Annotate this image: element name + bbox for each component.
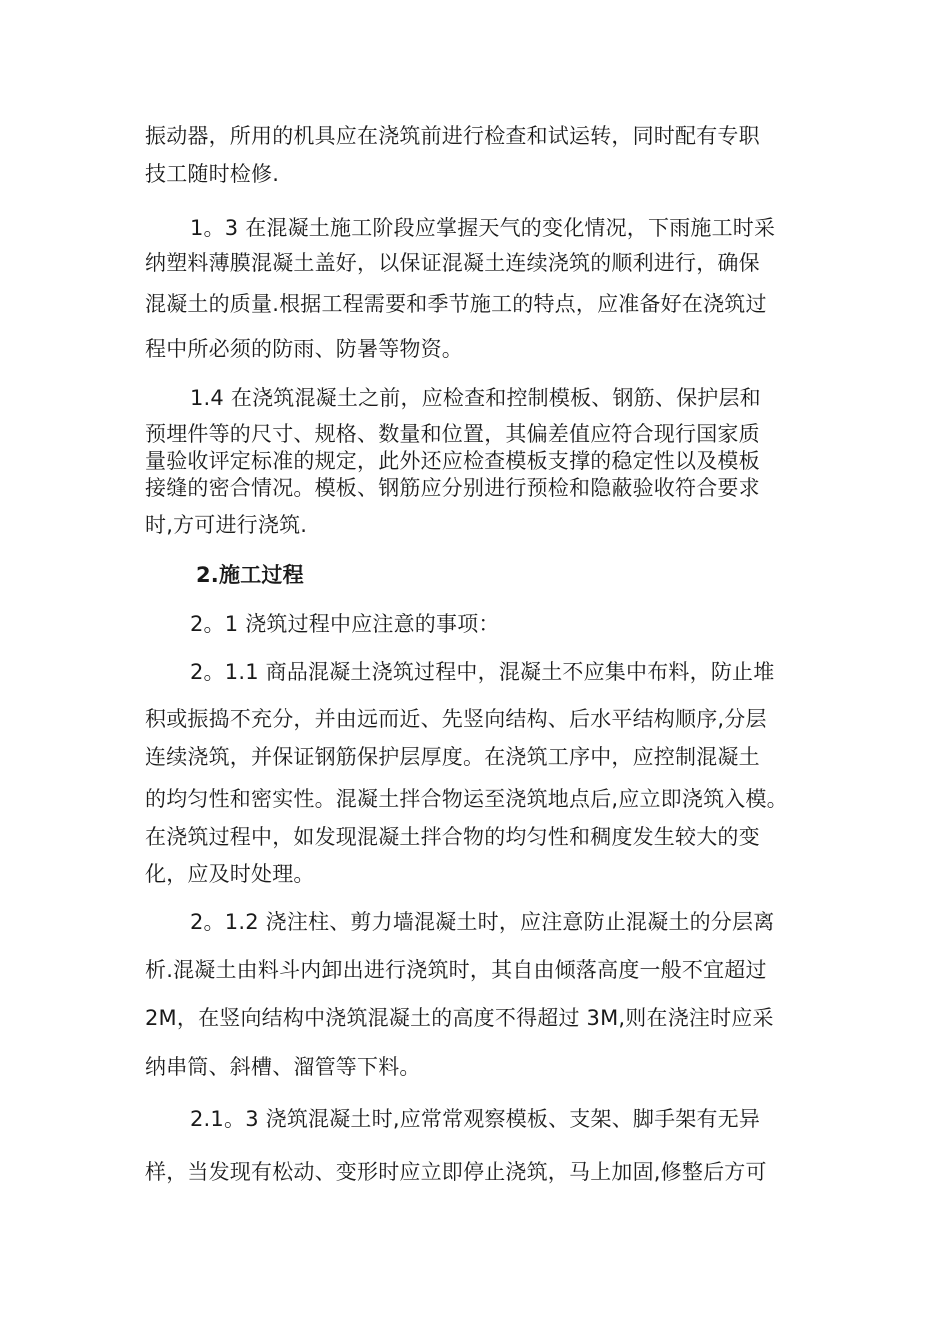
text-line: 化，应及时处理。	[145, 862, 315, 886]
text-line: 混凝土的质量.根据工程需要和季节施工的特点，应准备好在浇筑过	[145, 292, 767, 316]
text-line: 连续浇筑，并保证钢筋保护层厚度。在浇筑工序中，应控制混凝土	[145, 745, 760, 769]
text-line: 纳塑料薄膜混凝土盖好，以保证混凝土连续浇筑的顺利进行，确保	[145, 251, 760, 275]
text-line: 2M，在竖向结构中浇筑混凝土的高度不得超过 3M,则在浇注时应采	[145, 1006, 774, 1030]
text-line: 量验收评定标准的规定，此外还应检查模板支撑的稳定性以及模板	[145, 449, 760, 473]
text-line: 预埋件等的尺寸、规格、数量和位置，其偏差值应符合现行国家质	[145, 422, 760, 446]
text-line: 1.4 在浇筑混凝土之前，应检查和控制模板、钢筋、保护层和	[190, 386, 761, 410]
text-line: 的均匀性和密实性。混凝土拌合物运至浇筑地点后,应立即浇筑入模。	[145, 787, 788, 811]
text-line: 技工随时检修.	[145, 162, 280, 186]
text-line: 2。1.1 商品混凝土浇筑过程中，混凝土不应集中布料，防止堆	[190, 660, 775, 684]
text-line: 积或振捣不充分，并由远而近、先竖向结构、后水平结构顺序,分层	[145, 707, 767, 731]
text-line: 振动器，所用的机具应在浇筑前进行检查和试运转，同时配有专职	[145, 124, 760, 148]
text-line: 2.1。3 浇筑混凝土时,应常常观察模板、支架、脚手架有无异	[190, 1107, 761, 1131]
text-line: 程中所必须的防雨、防暑等物资。	[145, 337, 463, 361]
text-line: 在浇筑过程中，如发现混凝土拌合物的均匀性和稠度发生较大的变	[145, 825, 760, 849]
text-line: 1。3 在混凝土施工阶段应掌握天气的变化情况，下雨施工时采	[190, 216, 776, 240]
text-line: 接缝的密合情况。模板、钢筋应分别进行预检和隐蔽验收符合要求	[145, 476, 760, 500]
text-line: 2。1.2 浇注柱、剪力墙混凝土时，应注意防止混凝土的分层离	[190, 910, 775, 934]
text-line: 2。1 浇筑过程中应注意的事项：	[190, 612, 500, 636]
text-line: 样，当发现有松动、变形时应立即停止浇筑，马上加固,修整后方可	[145, 1160, 767, 1184]
text-line: 时,方可进行浇筑.	[145, 513, 308, 537]
section-heading: 2.施工过程	[196, 563, 304, 587]
text-line: 纳串筒、斜槽、溜管等下料。	[145, 1055, 421, 1079]
text-line: 析.混凝土由料斗内卸出进行浇筑时，其自由倾落高度一般不宜超过	[145, 958, 767, 982]
